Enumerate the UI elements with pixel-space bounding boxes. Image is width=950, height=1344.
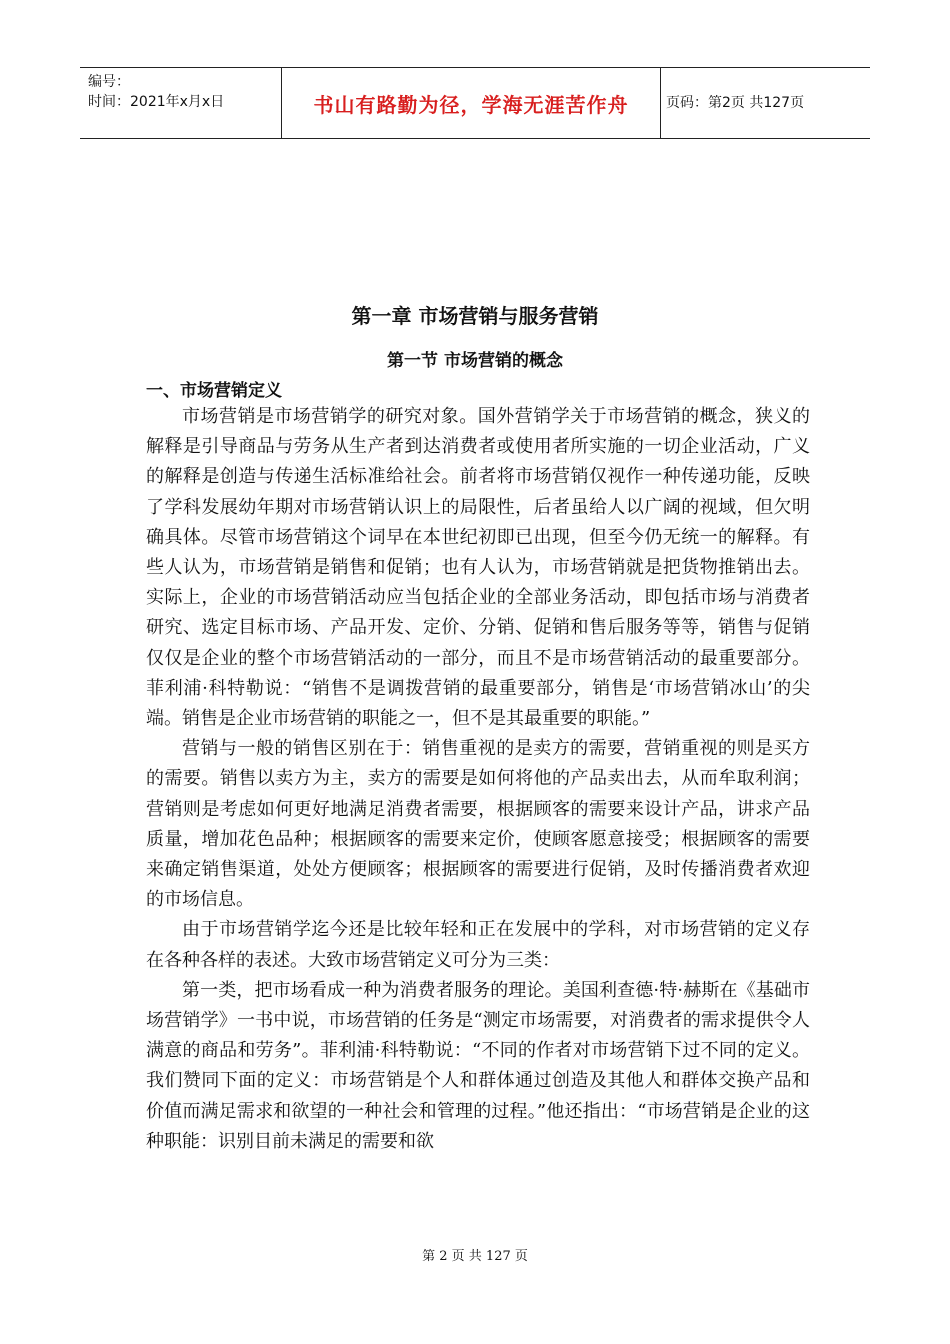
page-footer: 第 2 页 共 127 页 <box>422 1249 528 1264</box>
body-text <box>146 402 810 1157</box>
motto: 书山有路勤为径，学海无涯苦作舟 <box>281 68 661 138</box>
subsection-heading: 一、市场营销定义 <box>146 381 282 401</box>
page-header <box>80 67 870 139</box>
date-line: 时间：2021年x月x日 <box>88 94 225 110</box>
section-title: 第一节 市场营销的概念 <box>387 351 563 371</box>
doc-number-label: 编号： <box>88 74 130 90</box>
paragraph: 市场营销是市场营销学的研究对象。国外营销学关于市场营销的概念，狭义的解释是引导商品与劳务从生产者到达消费者或使用者所实施的一切企业活动，广义的解释是创造与传递生活标准给社会。前者将市场营销仅视作一种传递功能，反映了学科发展幼年期对市场营销认识上的局限性，后者虽给人以广阔的视域，但欠明确具体。尽管市场营销这个词早在本世纪初即已出现，但至今仍无统一的解释。有些人认为，市场营销是销售和促销；也有人认为，市场营销就是把货物推销出去。实际上，企业的市场营销活动应当包括企业的全部业务活动，即包括市场与消费者研究、选定目标市场、产品开发、定价、分销、促销和售后服务等等，销售与促销仅仅是企业的整个市场营销活动的一部分，而且不是市场营销活动的最重要部分。菲利浦·科特勒说：“销售不是调拨营销的最重要部分，销售是‘市场营销冰山’的尖端。销售是企业市场营销的职能之一，但不是其最重要的职能。” <box>146 406 810 730</box>
page-info: 页码：第2页 共127页 <box>666 95 805 111</box>
paragraph: 由于市场营销学迄今还是比较年轻和正在发展中的学科，对市场营销的定义存在各种各样的表述。大致市场营销定义可分为三类： <box>146 919 810 971</box>
paragraph: 第一类，把市场看成一种为消费者服务的理论。美国利查德·特·赫斯在《基础市场营销学》一书中说，市场营销的任务是“测定市场需要，对消费者的需求提供令人满意的商品和劳务”。菲利浦·科特勒说：“不同的作者对市场营销下过不同的定义。我们赞同下面的定义：市场营销是个人和群体通过创造及其他人和群体交换产品和价值而满足需求和欲望的一种社会和管理的过程。”他还指出：“市场营销是企业的这种职能：识别目前未满足的需要和欲 <box>146 979 810 1152</box>
header-left <box>88 72 278 112</box>
chapter-title: 第一章 市场营销与服务营销 <box>351 304 599 328</box>
paragraph: 营销与一般的销售区别在于：销售重视的是卖方的需要，营销重视的则是买方的需要。销售以卖方为主，卖方的需要是如何将他的产品卖出去，从而牟取利润；营销则是考虑如何更好地满足消费者需要，根据顾客的需要来设计产品，讲求产品质量，增加花色品种；根据顾客的需要来定价，使顾客愿意接受；根据顾客的需要来确定销售渠道，处处方便顾客；根据顾客的需要进行促销，及时传播消费者欢迎的市场信息。 <box>146 738 810 911</box>
